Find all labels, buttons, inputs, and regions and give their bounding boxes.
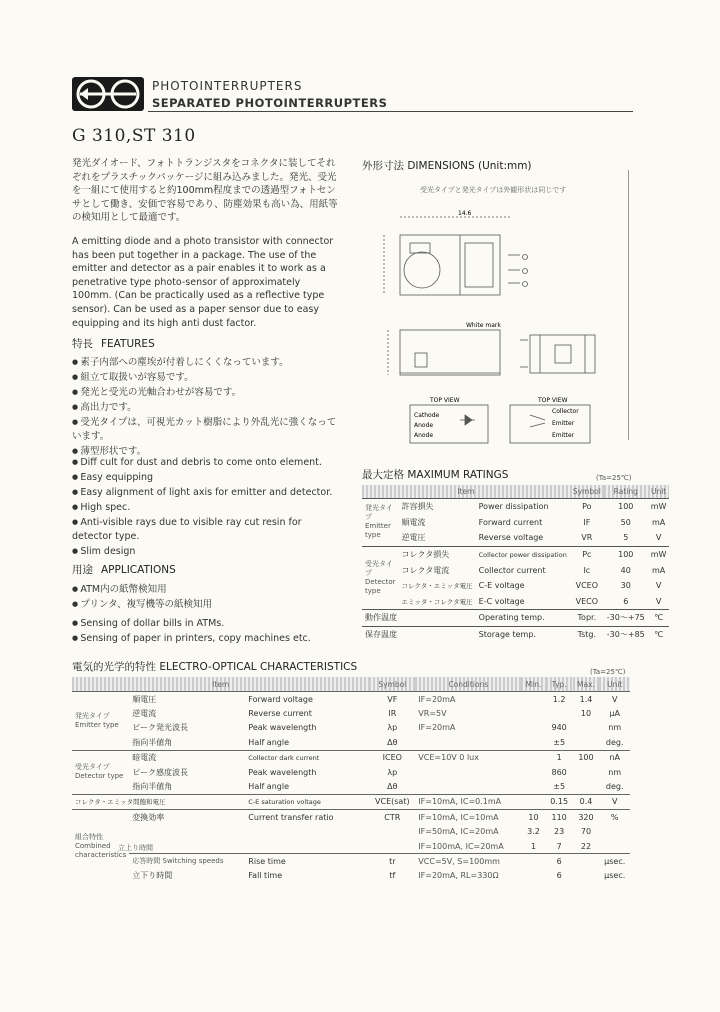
row-en — [245, 825, 369, 839]
row-typ: 6 — [556, 871, 562, 881]
row-unit: μA — [609, 709, 620, 719]
row-jp: コレクタ損失 — [399, 546, 476, 562]
dimensions-note: 受光タイプと発光タイプは外観形状は同じです — [420, 186, 567, 194]
row-cond: IF=10mA, IC=10mA — [415, 810, 521, 825]
row-unit: nm — [608, 767, 622, 777]
row-symbol: IF — [583, 517, 591, 527]
row-jp: エミッタ・コレクタ電圧 — [401, 597, 473, 606]
row-unit: mA — [651, 565, 666, 575]
list-item: ● Easy alignment of light axis for emitter and detector. — [72, 485, 342, 500]
row-cond: IF=100mA, IC=20mA — [418, 841, 504, 851]
svg-text:Emitter: Emitter — [552, 420, 575, 427]
row-min: 1 — [530, 841, 537, 851]
row-unit: mA — [651, 517, 666, 527]
svg-text:Anode: Anode — [414, 432, 434, 439]
applications-heading — [72, 562, 176, 577]
table-row — [72, 854, 630, 869]
row-value: 6 — [623, 596, 629, 606]
row-unit: ℃ — [648, 610, 670, 627]
svg-text:TOP VIEW: TOP VIEW — [430, 397, 460, 404]
row-min — [521, 721, 545, 735]
dimensions-heading — [362, 158, 532, 173]
row-value: 5 — [623, 533, 629, 543]
svg-text:14.6: 14.6 — [458, 210, 472, 217]
row-min — [521, 706, 545, 720]
max-ratings-heading-en: MAXIMUM RATINGS — [407, 469, 509, 481]
row-jp: 指向半値角 — [132, 782, 173, 792]
row-unit: V — [655, 596, 662, 606]
eo-heading — [72, 659, 357, 674]
row-cond: VCE=10V 0 lux — [415, 750, 521, 765]
table-row — [72, 794, 630, 809]
col-symbol: Symbol — [369, 677, 415, 692]
row-en: Current transfer ratio — [245, 810, 369, 825]
col-unit: Unit — [648, 485, 670, 499]
dimensions-heading-jp: 外形寸法 — [362, 160, 404, 172]
row-typ: 1.2 — [546, 692, 573, 707]
row-value: 30 — [620, 581, 631, 591]
row-en: Collector power dissipation — [476, 546, 570, 562]
group-combined: 組合特性 Combined characteristics — [72, 810, 129, 883]
row-max: 70 — [580, 827, 592, 837]
row-jp: 保存温度 — [362, 626, 476, 642]
margin-line — [628, 170, 629, 440]
row-max: 10 — [580, 709, 592, 719]
row-value: -30〜+85 — [604, 626, 648, 642]
row-symbol: VCEO — [575, 581, 599, 591]
list-item: ● 高出力です。 — [72, 400, 342, 415]
row-max: 22 — [580, 841, 592, 851]
table-row — [362, 499, 669, 515]
eo-temp: (Ta=25℃) — [590, 668, 626, 676]
row-value: 100 — [604, 499, 648, 515]
row-unit: nA — [599, 750, 630, 765]
max-ratings-temp: (Ta=25℃) — [596, 474, 632, 482]
features-list-en — [72, 455, 342, 559]
row-min — [521, 750, 545, 765]
row-symbol: CTR — [369, 810, 415, 825]
category-title: PHOTOINTERRUPTERS — [152, 79, 303, 93]
dimensions-unit: (Unit:mm) — [477, 160, 532, 172]
eo-heading-jp: 電気的光学的特性 — [72, 661, 156, 673]
company-logo — [72, 77, 144, 111]
row-en: Reverse current — [248, 709, 312, 719]
row-max — [573, 854, 600, 869]
row-value: 40 — [620, 565, 631, 575]
table-row — [362, 626, 669, 642]
svg-text:Anode: Anode — [414, 422, 434, 429]
table-header-row — [72, 677, 630, 692]
row-max — [573, 779, 600, 794]
row-value: -30〜+75 — [604, 610, 648, 627]
row-symbol: VCE(sat) — [369, 794, 415, 809]
row-cond — [415, 779, 521, 794]
col-unit: Unit — [599, 677, 630, 692]
list-item: ● 受光タイプは、可視光カット樹脂により外乱光に強くなっています。 — [72, 415, 342, 444]
row-typ: 7 — [556, 841, 562, 851]
row-min — [521, 692, 545, 707]
row-max — [573, 721, 600, 735]
row-jp: 許容損失 — [399, 499, 476, 515]
row-symbol: Δθ — [387, 782, 398, 792]
row-cond: IF=50mA, IC=20mA — [418, 827, 499, 837]
eo-table — [72, 677, 630, 883]
row-en: Forward current — [478, 517, 543, 527]
row-jp: 変換効率 — [129, 810, 245, 825]
row-en: Fall time — [248, 871, 283, 881]
row-symbol: IR — [388, 709, 397, 719]
row-symbol: Po — [570, 499, 604, 515]
row-en: Storage temp. — [476, 626, 570, 642]
row-jp: 立下り時間 — [132, 871, 173, 881]
row-en: Reverse voltage — [478, 533, 544, 543]
switching-label: 応答時間 Switching speeds — [129, 854, 245, 869]
features-heading-en: FEATURES — [101, 338, 155, 350]
svg-text:Emitter: Emitter — [552, 432, 575, 439]
svg-text:Cathode: Cathode — [414, 412, 440, 419]
col-typ: Typ. — [546, 677, 573, 692]
row-min: 3.2 — [527, 827, 540, 837]
row-unit: deg. — [605, 737, 624, 747]
row-cond: VR=5V — [418, 709, 447, 719]
row-min — [521, 735, 545, 750]
list-item: ● High spec. — [72, 500, 342, 515]
col-symbol: Symbol — [570, 485, 604, 499]
row-jp: 順電圧 — [129, 692, 245, 707]
row-jp: 暗電流 — [129, 750, 245, 765]
row-symbol — [369, 825, 415, 839]
table-row — [362, 610, 669, 627]
svg-text:White mark: White mark — [466, 322, 501, 329]
row-en: Power dissipation — [476, 499, 570, 515]
row-cond: IF=20mA — [415, 692, 521, 707]
table-header-row — [362, 485, 669, 499]
subcategory-title: SEPARATED PHOTOINTERRUPTERS — [152, 96, 388, 110]
list-item: ● ATM内の紙幣検知用 — [72, 582, 342, 597]
row-max — [573, 735, 600, 750]
row-typ: 23 — [554, 827, 565, 837]
applications-heading-en: APPLICATIONS — [101, 564, 176, 576]
row-jp: 逆電圧 — [401, 533, 426, 543]
row-max: 320 — [573, 810, 600, 825]
row-typ: ±5 — [553, 782, 566, 792]
table-row — [362, 546, 669, 562]
row-min — [521, 869, 545, 883]
row-unit: % — [599, 810, 630, 825]
row-jp: コレクタ電流 — [401, 565, 450, 575]
table-row — [72, 825, 630, 839]
row-symbol — [369, 839, 415, 854]
row-symbol: Δθ — [387, 737, 398, 747]
group-emitter: 発光タイプ Emitter type — [362, 499, 399, 547]
row-cond: IF=20mA — [418, 723, 456, 733]
col-min: Min. — [521, 677, 545, 692]
row-unit: mW — [648, 499, 670, 515]
row-typ: 860 — [551, 767, 567, 777]
table-row — [362, 594, 669, 610]
row-min — [521, 779, 545, 794]
col-item: Item — [72, 677, 369, 692]
table-row — [362, 578, 669, 594]
row-cond: IF=10mA, IC=0.1mA — [415, 794, 521, 809]
row-en: Half angle — [248, 737, 289, 747]
row-typ: 110 — [546, 810, 573, 825]
row-symbol: Tstg. — [570, 626, 604, 642]
row-symbol: VR — [581, 533, 593, 543]
row-unit: V — [599, 692, 630, 707]
table-row — [72, 779, 630, 794]
row-en: Collector dark current — [245, 750, 369, 765]
row-value: 50 — [620, 517, 631, 527]
row-en: Peak wavelength — [248, 767, 317, 777]
table-row — [72, 692, 630, 707]
row-en: Collector current — [478, 565, 546, 575]
table-row — [72, 810, 630, 825]
row-en: Half angle — [248, 782, 289, 792]
list-item: ● Anti-visible rays due to visible ray cut resin for detector type. — [72, 515, 342, 544]
table-row — [72, 839, 630, 854]
row-typ: 940 — [551, 723, 567, 733]
table-row — [72, 721, 630, 735]
row-symbol: Ic — [583, 565, 591, 575]
row-typ: 0.15 — [546, 794, 573, 809]
dimensions-heading-en: DIMENSIONS — [407, 160, 475, 172]
row-unit: mW — [648, 546, 670, 562]
col-max: Max. — [573, 677, 600, 692]
row-value: 100 — [604, 546, 648, 562]
row-max: 0.4 — [573, 794, 600, 809]
row-unit — [599, 825, 630, 839]
row-symbol: VF — [369, 692, 415, 707]
features-list-jp — [72, 355, 342, 459]
col-rating: Rating — [604, 485, 648, 499]
row-symbol: Pc — [570, 546, 604, 562]
table-row — [72, 869, 630, 883]
row-symbol: λp — [387, 723, 398, 733]
applications-list — [72, 582, 342, 646]
row-unit: V — [655, 581, 662, 591]
applications-heading-jp: 用途 — [72, 564, 93, 576]
row-en: Rise time — [245, 854, 369, 869]
row-jp: コレクタ・エミッタ間飽和電圧 — [72, 794, 245, 809]
row-en: Peak wavelength — [248, 723, 317, 733]
row-jp: 動作温度 — [362, 610, 476, 627]
row-typ: 6 — [546, 854, 573, 869]
list-item: ● 素子内部への塵埃が付着しにくくなっています。 — [72, 355, 342, 370]
row-unit: μsec. — [599, 854, 630, 869]
row-jp: ピーク感度波長 — [132, 767, 188, 777]
table-row — [72, 706, 630, 720]
row-unit: V — [599, 794, 630, 809]
row-symbol: Topr. — [570, 610, 604, 627]
row-max: 1.4 — [573, 692, 600, 707]
max-ratings-heading — [362, 467, 508, 482]
list-item: ● Sensing of dollar bills in ATMs. — [72, 616, 342, 631]
group-detector: 受光タイプ Detector type — [362, 546, 399, 609]
row-en: Forward voltage — [245, 692, 369, 707]
row-jp: ピーク発光波長 — [132, 723, 188, 733]
row-typ — [546, 706, 573, 720]
list-item: ● 発光と受光の光軸合わせが容易です。 — [72, 385, 342, 400]
list-item: ● 薄型形状です。 — [72, 444, 342, 459]
row-jp: 逆電流 — [132, 709, 157, 719]
row-symbol: tr — [369, 854, 415, 869]
model-title: G 310,ST 310 — [72, 126, 196, 146]
table-row — [362, 562, 669, 578]
row-en: C-E voltage — [478, 581, 525, 591]
row-unit — [599, 839, 630, 854]
list-item: ● Easy equipping — [72, 470, 342, 485]
list-item: ● Sensing of paper in printers, copy machines etc. — [72, 631, 342, 646]
row-en — [245, 839, 369, 854]
group-emitter: 発光タイプ Emitter type — [72, 692, 129, 751]
row-typ: ±5 — [553, 737, 566, 747]
header-divider — [148, 111, 633, 112]
row-cond: IF=20mA, RL=330Ω — [418, 871, 499, 881]
row-symbol: tf — [389, 871, 396, 881]
svg-text:Collector: Collector — [552, 408, 579, 415]
table-row — [72, 735, 630, 750]
row-en: Operating temp. — [476, 610, 570, 627]
list-item: ● Diff cult for dust and debris to come onto element. — [72, 455, 342, 470]
max-ratings-table — [362, 485, 669, 642]
col-item: Item — [362, 485, 570, 499]
list-item: ● Slim design — [72, 544, 342, 559]
row-unit: deg. — [605, 782, 624, 792]
row-en: C-E saturation voltage — [245, 794, 369, 809]
row-typ: 1 — [546, 750, 573, 765]
row-max: 100 — [573, 750, 600, 765]
svg-text:TOP VIEW: TOP VIEW — [538, 397, 568, 404]
row-en: E-C voltage — [478, 596, 525, 606]
row-unit: μsec. — [604, 871, 626, 881]
row-min — [521, 794, 545, 809]
features-heading — [72, 336, 155, 351]
row-unit: V — [655, 533, 662, 543]
row-cond: VCC=5V, S=100mm — [415, 854, 521, 869]
table-row — [72, 765, 630, 779]
rise-time-jp: 立上り時間 — [118, 844, 153, 852]
row-symbol: ICEO — [369, 750, 415, 765]
table-row — [362, 530, 669, 546]
row-unit: nm — [608, 723, 622, 733]
table-row — [72, 750, 630, 765]
row-min: 10 — [521, 810, 545, 825]
row-min — [521, 765, 545, 779]
intro-en: A emitting diode and a photo transistor with connector has been put together in a package. The use of the emitter and detector as a pair enables it to work as a penetrative type photo-sensor of approximately 100mm. (Can be practically used as a reflective type sensor). Can be used as a paper sensor due to easy equipping and its high anti dust factor. — [72, 236, 334, 329]
row-jp: コレクタ・エミッタ電圧 — [401, 582, 473, 591]
col-conditions: Conditions — [415, 677, 521, 692]
row-max — [573, 869, 600, 883]
row-jp: 順電流 — [401, 517, 426, 527]
row-unit: ℃ — [648, 626, 670, 642]
max-ratings-heading-jp: 最大定格 — [362, 469, 404, 481]
row-max — [573, 765, 600, 779]
row-min — [521, 854, 545, 869]
row-symbol: λp — [387, 767, 398, 777]
intro-jp: 発光ダイオード、フォトトランジスタをコネクタに装してそれぞれをプラスチックパッケージに組み込みました。発光、受光を一組にて使用すると約100mm程度までの透過型フォトセンサとして働き、安価で容易であり、防塵効果も高い為、用紙等の検知用として最適です。 — [72, 158, 338, 224]
list-item: ● 組立て取扱いが容易です。 — [72, 370, 342, 385]
row-jp: 指向半値角 — [132, 737, 173, 747]
eo-heading-en: ELECTRO-OPTICAL CHARACTERISTICS — [159, 661, 358, 673]
row-cond — [415, 765, 521, 779]
list-item: ● プリンタ、複写機等の紙検知用 — [72, 597, 342, 612]
table-row — [362, 515, 669, 531]
row-cond — [415, 735, 521, 750]
features-heading-jp: 特長 — [72, 338, 93, 350]
dimension-drawing — [370, 195, 625, 460]
group-detector: 受光タイプ Detector type — [72, 750, 129, 794]
row-jp — [129, 825, 245, 839]
row-symbol: VECO — [575, 596, 599, 606]
